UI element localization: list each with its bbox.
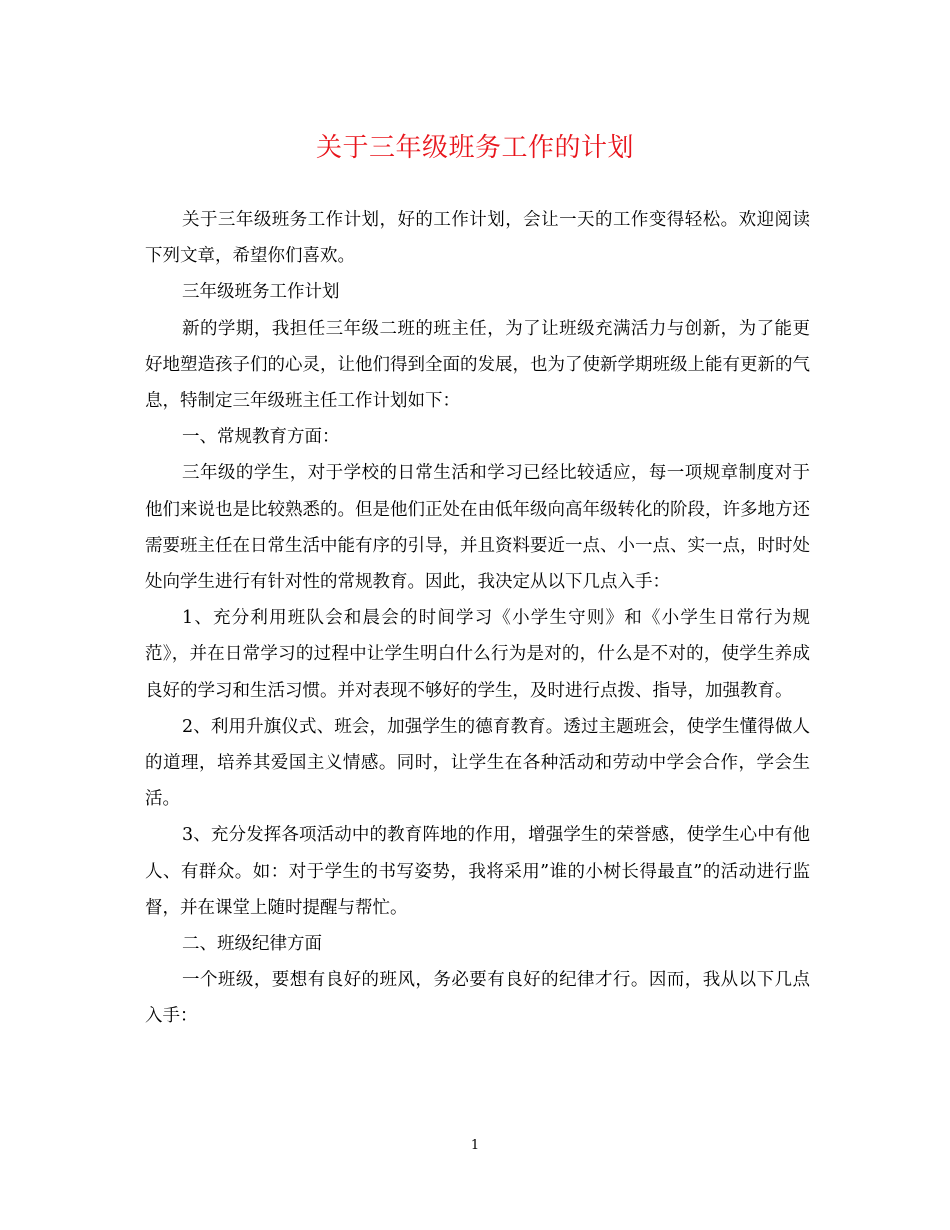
paragraph-opening: 新的学期，我担任三年级二班的班主任，为了让班级充满活力与创新，为了能更好地塑造孩子们的心灵，让他们得到全面的发展，也为了使新学期班级上能有更新的气息，特制定三年级班主任工作计划如下： — [145, 318, 810, 412]
document-body — [145, 202, 810, 1035]
paragraph-class-discipline: 一个班级，要想有良好的班风，务必要有良好的纪律才行。因而，我从以下几点入手： — [145, 970, 810, 1027]
paragraph-subtitle: 三年级班务工作计划 — [182, 282, 340, 303]
page-number: 1 — [470, 1138, 480, 1153]
paragraph-item-2: 2、利用升旗仪式、班会，加强学生的德育教育。透过主题班会，使学生懂得做人的道理，培养其爱国主义情感。同时，让学生在各种活动和劳动中学会合作，学会生活。 — [145, 716, 810, 810]
heading-class-discipline: 二、班级纪律方面 — [182, 934, 322, 955]
paragraph-item-3: 3、充分发挥各项活动中的教育阵地的作用，增强学生的荣誉感，使学生心中有他人、有群众。如：对于学生的书写姿势，我将采用”谁的小树长得最直”的活动进行监督，并在课堂上随时提醒与帮忙。 — [145, 825, 810, 918]
document-title: 关于三年级班务工作的计划 — [315, 133, 634, 163]
paragraph-item-1: 1、充分利用班队会和晨会的时间学习《小学生守则》和《小学生日常行为规范》，并在日常学习的过程中让学生明白什么行为是对的，什么是不对的，使学生养成良好的学习和生活习惯。并对表现不够好的学生，及时进行点拨、指导，加强教育。 — [145, 608, 810, 701]
paragraph-intro: 关于三年级班务工作计划，好的工作计划，会让一天的工作变得轻松。欢迎阅读下列文章，希望你们喜欢。 — [145, 210, 810, 267]
paragraph-routine-education: 三年级的学生，对于学校的日常生活和学习已经比较适应，每一项规章制度对于他们来说也是比较熟悉的。但是他们正处在由低年级向高年级转化的阶段，许多地方还需要班主任在日常生活中能有序的引导，并且资料要近一点、小一点、实一点，时时处处向学生进行有针对性的常规教育。因此，我决定从以下几点入手： — [145, 463, 810, 593]
heading-routine-education: 一、常规教育方面： — [182, 427, 340, 448]
